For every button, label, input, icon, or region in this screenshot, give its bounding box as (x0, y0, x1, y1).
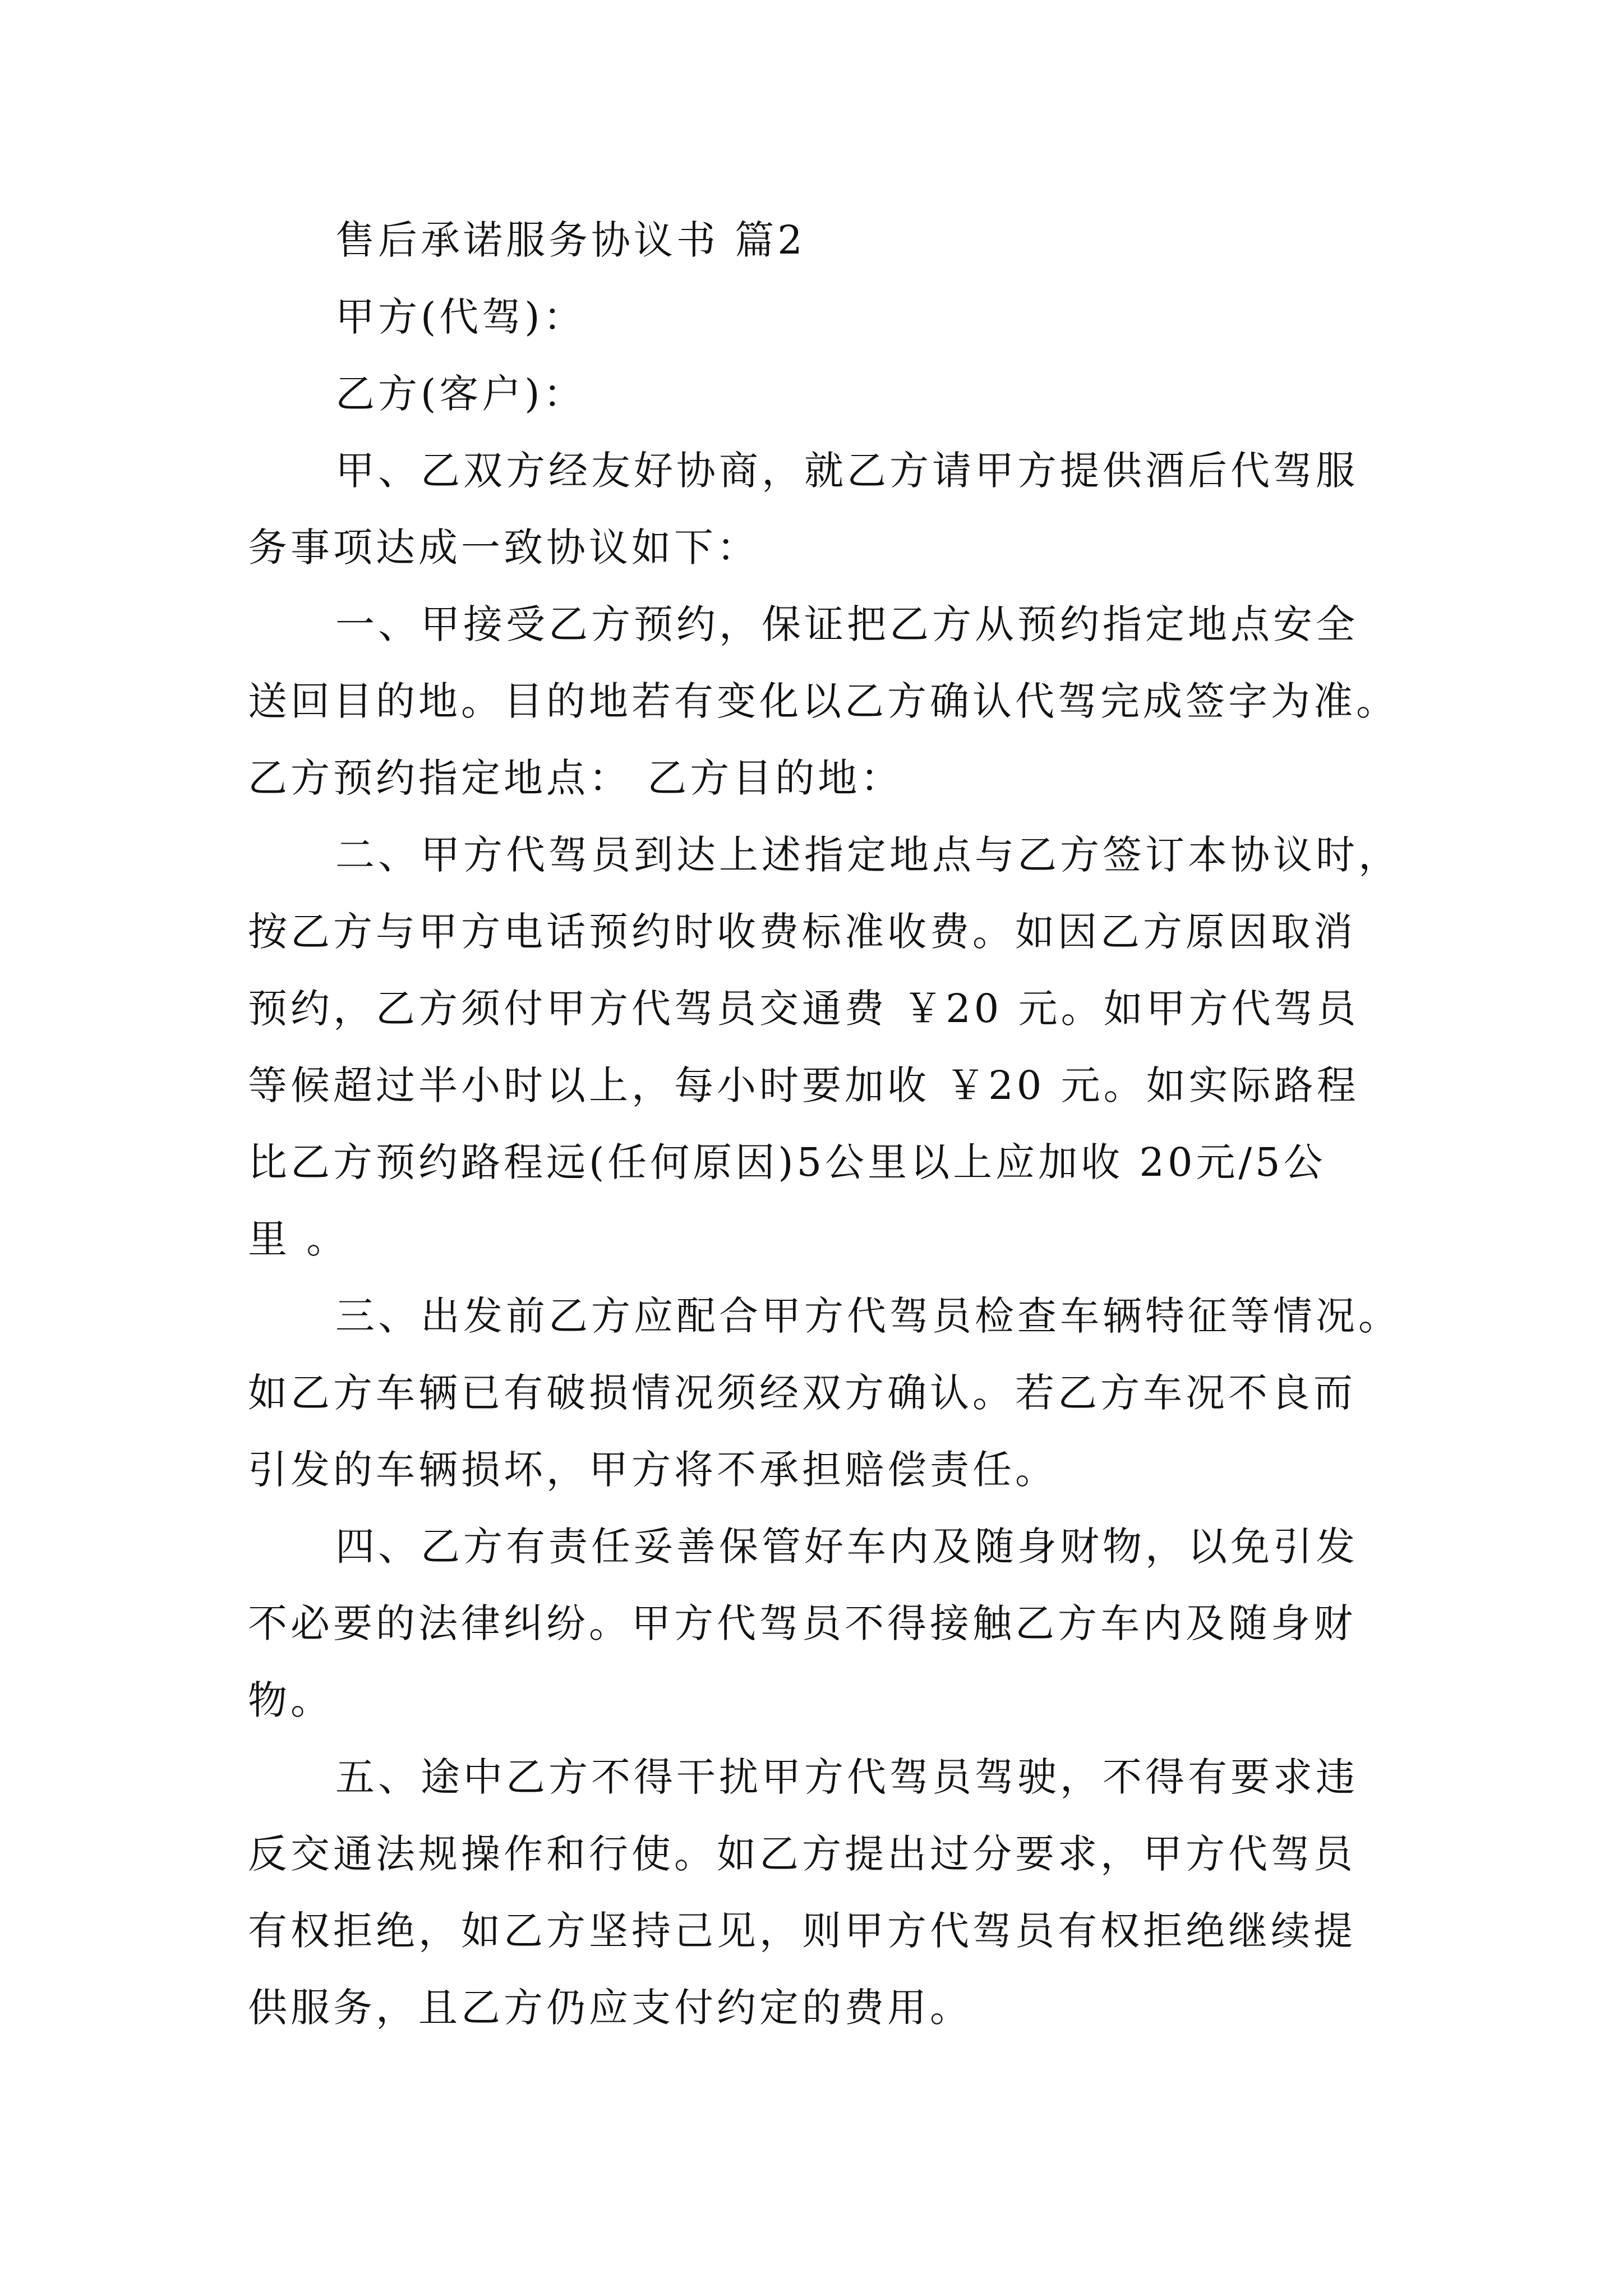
clause-2-paragraph (248, 817, 1401, 1278)
paragraph-line: 里 。 (248, 1216, 349, 1262)
party-b-line (248, 356, 1392, 432)
clause-3-paragraph (248, 1278, 1401, 1508)
paragraph-line: 不必要的法律纠纷。甲方代驾员不得接触乙方车内及随身财 (248, 1600, 1356, 1646)
paragraph-line: 反交通法规操作和行使。如乙方提出过分要求，甲方代驾员 (248, 1831, 1356, 1877)
paragraph-line: 引发的车辆损坏，甲方将不承担赔偿责任。 (248, 1447, 1058, 1493)
clause-4-paragraph (248, 1508, 1392, 1739)
paragraph-line: 预约，乙方须付甲方代驾员交通费 ￥20 元。如甲方代驾员 (248, 986, 1359, 1032)
paragraph-line: 如乙方车辆已有破损情况须经双方确认。若乙方车况不良而 (248, 1370, 1356, 1416)
paragraph-line: 物。 (248, 1677, 333, 1723)
document-title (248, 202, 1392, 279)
paragraph-line: 有权拒绝，如乙方坚持己见，则甲方代驾员有权拒绝继续提 (248, 1908, 1356, 1954)
clause-1-paragraph (248, 586, 1399, 817)
paragraph-line: 按乙方与甲方电话预约时收费标准收费。如因乙方原因取消 (248, 909, 1356, 955)
title-text: 售后承诺服务协议书 篇2 (335, 217, 806, 263)
paragraph-line: 乙方预约指定地点： 乙方目的地： (248, 755, 903, 801)
paragraph-line: 供服务，且乙方仍应支付约定的费用。 (248, 1985, 972, 2031)
party-a-line (248, 279, 1392, 356)
clause-5-paragraph (248, 1739, 1392, 2046)
paragraph-line: 等候超过半小时以上，每小时要加收 ￥20 元。如实际路程 (248, 1062, 1359, 1108)
document-body (248, 202, 1401, 2046)
party-a-text: 甲方(代驾)： (335, 294, 586, 340)
paragraph-line: 务事项达成一致协议如下： (248, 524, 759, 570)
paragraph-line: 比乙方预约路程远(任何原因)5公里以上应加收 20元/5公 (248, 1139, 1326, 1185)
party-b-text: 乙方(客户)： (335, 371, 586, 417)
paragraph-line: 三、出发前乙方应配合甲方代驾员检查车辆特征等情况。 (335, 1293, 1401, 1339)
paragraph-line: 四、乙方有责任妥善保管好车内及随身财物，以免引发 (335, 1524, 1358, 1570)
paragraph-line: 二、甲方代驾员到达上述指定地点与乙方签订本协议时， (335, 832, 1401, 878)
paragraph-line: 送回目的地。目的地若有变化以乙方确认代驾完成签字为准。 (248, 678, 1399, 724)
intro-paragraph (248, 432, 1392, 586)
paragraph-line: 甲、乙双方经友好协商，就乙方请甲方提供酒后代驾服 (335, 448, 1358, 494)
paragraph-line: 一、甲接受乙方预约，保证把乙方从预约指定地点安全 (335, 601, 1358, 647)
paragraph-line: 五、途中乙方不得干扰甲方代驾员驾驶，不得有要求违 (335, 1754, 1358, 1800)
